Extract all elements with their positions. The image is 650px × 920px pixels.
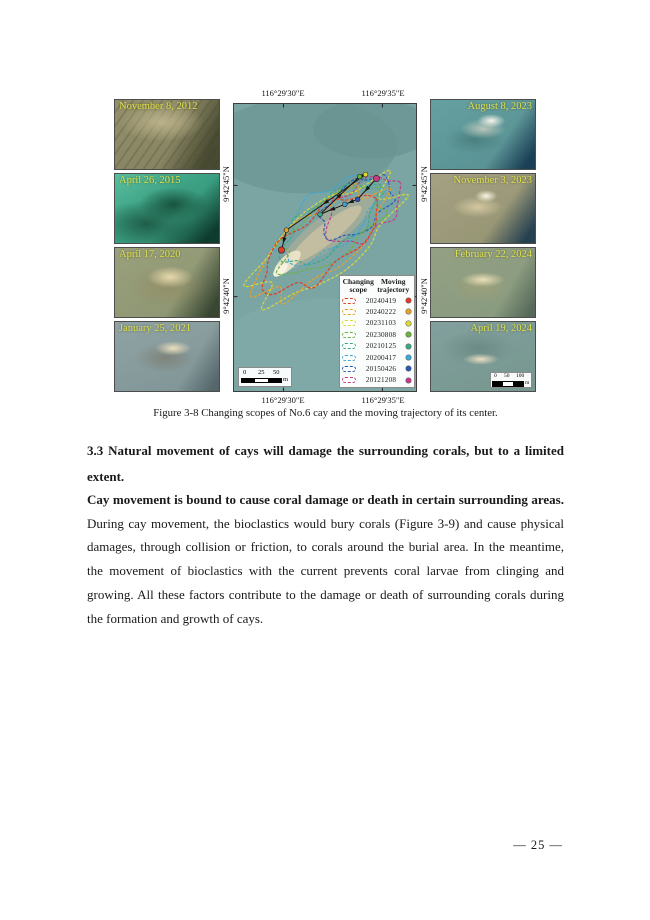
satellite-image-2024-02 bbox=[430, 247, 536, 318]
legend-date-label: 20231103 bbox=[365, 319, 397, 328]
legend-row bbox=[342, 295, 412, 306]
image-date-label: February 22, 2024 bbox=[454, 249, 532, 260]
legend-row bbox=[342, 329, 412, 340]
scale-bar-labels bbox=[242, 370, 288, 377]
paragraph-lead-bold: Cay movement is bound to cause coral damage or death in certain surrounding areas. bbox=[87, 492, 564, 507]
legend-header-moving-trajectory: Moving trajectory bbox=[377, 276, 410, 294]
latitude-label-left-upper: 9°42'45"N bbox=[221, 166, 231, 202]
scale-tick-label: 100 bbox=[516, 373, 525, 379]
legend-trajectory-dot bbox=[406, 309, 411, 314]
legend-header-changing-scope: Changing scope bbox=[342, 276, 374, 294]
legend-trajectory-dot bbox=[406, 366, 411, 371]
scale-bar-strip bbox=[493, 382, 523, 386]
legend-date-label: 20240222 bbox=[365, 307, 397, 316]
satellite-image-2023-08 bbox=[430, 99, 536, 170]
legend-row bbox=[342, 375, 412, 386]
scale-tick-label: 0 bbox=[494, 373, 497, 379]
longitude-label-bottom-right: 116°29'35"E bbox=[361, 395, 405, 405]
scale-unit: m bbox=[283, 376, 289, 383]
legend-scope-swatch bbox=[342, 366, 356, 372]
legend-trajectory-dot bbox=[406, 378, 411, 383]
image-date-label: November 8, 2012 bbox=[119, 101, 198, 112]
legend-scope-swatch bbox=[342, 343, 356, 349]
legend-trajectory-dot bbox=[406, 321, 411, 326]
legend-date-label: 20121208 bbox=[365, 376, 397, 385]
legend-scope-swatch bbox=[342, 309, 356, 315]
scale-tick-label: 50 bbox=[273, 369, 280, 376]
image-date-label: August 8, 2023 bbox=[467, 101, 532, 112]
legend-row bbox=[342, 363, 412, 374]
latitude-label-left-lower: 9°42'40"N bbox=[221, 278, 231, 314]
scale-bar-labels bbox=[493, 374, 529, 381]
legend-scope-swatch bbox=[342, 355, 356, 361]
scale-bar bbox=[490, 372, 532, 388]
satellite-image-2024-04 bbox=[430, 321, 536, 392]
legend-row bbox=[342, 306, 412, 317]
legend-row bbox=[342, 340, 412, 351]
image-date-label: January 25, 2021 bbox=[119, 323, 192, 334]
legend-trajectory-dot bbox=[406, 355, 411, 360]
scale-bar-strip bbox=[242, 379, 281, 383]
image-date-label: April 19, 2024 bbox=[470, 323, 532, 334]
cay-map-panel bbox=[233, 103, 417, 392]
scale-unit: m bbox=[525, 380, 530, 386]
legend-scope-swatch bbox=[342, 377, 356, 383]
legend-header bbox=[342, 278, 412, 294]
legend-date-label: 20210125 bbox=[365, 342, 397, 351]
image-date-label: April 17, 2020 bbox=[119, 249, 181, 260]
page-number: — 25 — bbox=[513, 838, 563, 852]
paragraph-rest: During cay movement, the bioclastics would bury corals (Figure 3-9) and cause physical damages, through collision or friction, to corals around the burial area. In the meantime, the movement of bioclastics with the current prevents coral larvae from clinging and growing. All these factors contribute to the damage or death of surrounding corals during the formation and growth of cays. bbox=[87, 515, 564, 626]
longitude-label-top-left: 116°29'30"E bbox=[261, 88, 305, 98]
legend-rows bbox=[342, 295, 412, 386]
legend-scope-swatch bbox=[342, 298, 356, 304]
image-date-label: April 26, 2015 bbox=[119, 175, 181, 186]
latitude-label-right-lower: 9°42'40"N bbox=[419, 278, 429, 314]
section-heading: 3.3 Natural movement of cays will damage the surrounding corals, but to a limited extent. bbox=[87, 443, 564, 484]
figure-caption: Figure 3-8 Changing scopes of No.6 cay and the moving trajectory of its center. bbox=[153, 407, 498, 419]
latitude-label-right-upper: 9°42'45"N bbox=[419, 166, 429, 202]
scale-tick-label: 25 bbox=[258, 369, 265, 376]
legend-date-label: 20200417 bbox=[365, 353, 397, 362]
satellite-image-2023-11 bbox=[430, 173, 536, 244]
satellite-image-2012 bbox=[114, 99, 220, 170]
legend-trajectory-dot bbox=[406, 298, 411, 303]
legend-row bbox=[342, 352, 412, 363]
satellite-image-2020 bbox=[114, 247, 220, 318]
scale-bar bbox=[238, 367, 292, 387]
legend-trajectory-dot bbox=[406, 332, 411, 337]
legend-scope-swatch bbox=[342, 332, 356, 338]
longitude-label-bottom-left: 116°29'30"E bbox=[261, 395, 305, 405]
legend-date-label: 20240419 bbox=[365, 296, 397, 305]
legend-trajectory-dot bbox=[406, 344, 411, 349]
scale-tick-label: 50 bbox=[504, 373, 510, 379]
legend-date-label: 20230808 bbox=[365, 330, 397, 339]
legend-row bbox=[342, 318, 412, 329]
legend-scope-swatch bbox=[342, 320, 356, 326]
map-legend bbox=[339, 275, 415, 388]
body-paragraph bbox=[87, 488, 564, 630]
satellite-image-2021 bbox=[114, 321, 220, 392]
scale-tick-label: 0 bbox=[243, 369, 247, 376]
legend-date-label: 20150426 bbox=[365, 364, 397, 373]
satellite-image-2015 bbox=[114, 173, 220, 244]
longitude-label-top-right: 116°29'35"E bbox=[361, 88, 405, 98]
image-date-label: November 3, 2023 bbox=[453, 175, 532, 186]
